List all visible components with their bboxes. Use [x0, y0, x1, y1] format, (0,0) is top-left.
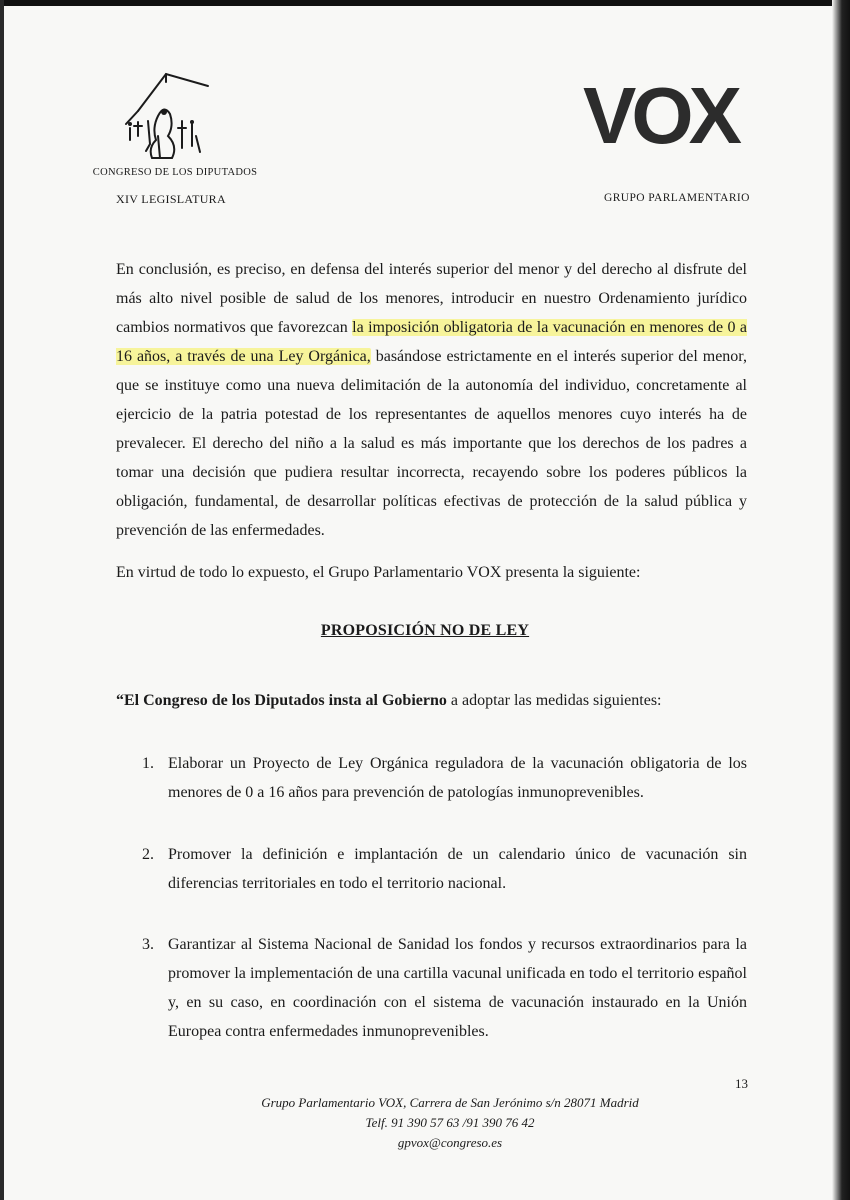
legislatura-label: XIV LEGISLATURA — [116, 192, 226, 206]
list-item — [142, 749, 747, 807]
list-item-number: 2. — [142, 846, 154, 863]
list-item-text: Garantizar al Sistema Nacional de Sanidad los fondos y recursos extraordinarios para la promover la implementación de una cartilla vacunal unificada en todo el territorio español y, en su caso, en coordinación con el sistema de vacunación instaurado en la Unión Europea contra enfermedades inmunoprevenibles. — [168, 936, 747, 1040]
insta-rest: a adoptar las medidas siguientes: — [446, 692, 662, 709]
congreso-name: CONGRESO DE LOS DIPUTADOS — [92, 167, 258, 178]
vox-logo — [583, 80, 751, 152]
highlighted-text: la imposición obligatoria de la vacunación en menores de 0 a 16 años, a través de una Ley Orgánica, — [116, 319, 748, 365]
list-item-number: 3. — [142, 936, 154, 953]
scan-border-right — [832, 0, 850, 1200]
congreso-seal-icon — [108, 66, 218, 166]
virtud-paragraph: En virtud de todo lo expuesto, el Grupo Parlamentario VOX presenta la siguiente: — [116, 564, 641, 581]
insta-bold: “El Congreso de los Diputados insta al Gobierno — [116, 692, 447, 709]
list-item — [142, 930, 747, 1046]
vox-logo-text: VOX — [583, 80, 737, 152]
scan-border-top — [0, 0, 850, 6]
conclusion-paragraph — [116, 255, 747, 545]
list-item-text: Elaborar un Proyecto de Ley Orgánica reguladora de la vacunación obligatoria de los menores de 0 a 16 años para prevención de patologías inmunoprevenibles. — [168, 755, 747, 801]
conclusion-text-end: basándose estrictamente en el interés superior del menor, que se instituye como una nueva delimitación de la autonomía del individuo, concretamente al ejercicio de la patria potestad de los representantes de aquellos menores cuyo interés ha de prevalecer. El derecho del niño a la salud es más importante que los derechos de los padres a tomar una decisión que pudiera resultar incorrecta, recayendo sobre los poderes públicos la obligación, fundamental, de desarrollar políticas efectivas de protección de la salud pública y prevención de las enfermedades. — [116, 348, 747, 539]
grupo-parlamentario-label: GRUPO PARLAMENTARIO — [604, 192, 750, 204]
scan-border-left — [0, 0, 4, 1200]
proposicion-title: PROPOSICIÓN NO DE LEY — [320, 622, 530, 639]
footer-email: gpvox@congreso.es — [397, 1135, 503, 1150]
footer-address: Grupo Parlamentario VOX, Carrera de San Jerónimo s/n 28071 Madrid — [261, 1095, 639, 1110]
footer — [175, 1093, 725, 1153]
insta-line — [116, 692, 661, 710]
list-item-number: 1. — [142, 755, 154, 772]
list-item-text: Promover la definición e implantación de un calendario único de vacunación sin diferencias territoriales en todo el territorio nacional. — [168, 846, 747, 892]
list-item — [142, 840, 747, 898]
conclusion-text-start: En conclusión, es preciso, en defensa del interés superior del menor y del derecho al disfrute del más alto nivel posible de salud de los menores, introducir en nuestro Ordenamiento jurídico cambios normativos que favorezcan — [116, 261, 747, 336]
page-number: 13 — [735, 1076, 748, 1091]
footer-phone: Telf. 91 390 57 63 /91 390 76 42 — [365, 1115, 535, 1130]
